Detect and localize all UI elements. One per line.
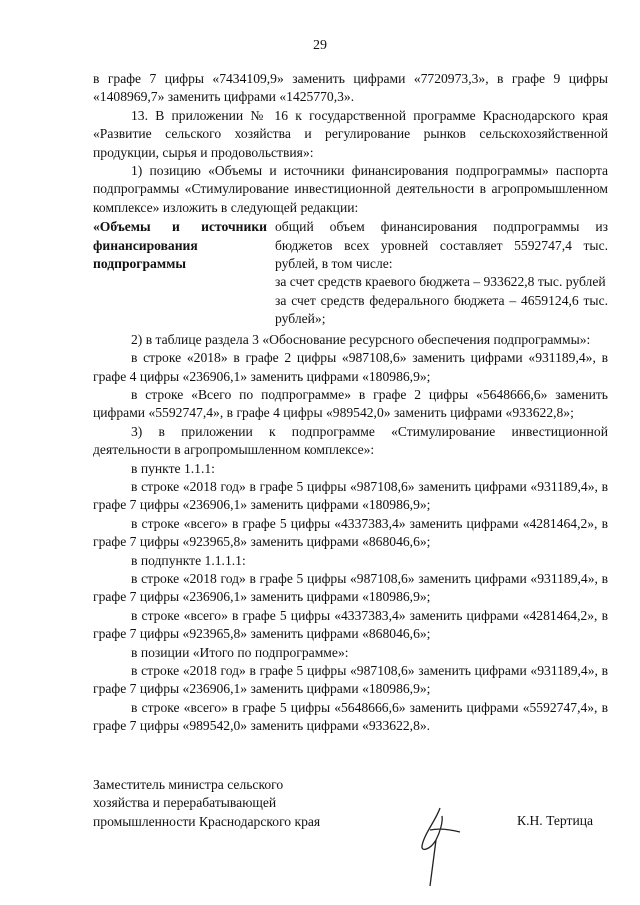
paragraph: 13. В приложении № 16 к государственной программе Краснодарского края «Развитие сельского хозяйства и регулирование рынков сельскохозяйственной продукции, сырья и продовольствия»: — [93, 107, 608, 160]
paragraph: 1) позицию «Объемы и источники финансирования подпрограммы» паспорта подпрограммы «Стимулирование инвестиционной деятельности в агропромышленном комплексе» изложить в следующей редакции: — [93, 163, 608, 215]
table-right-line: за счет средств федерального бюджета – 4659124,6 тыс. рублей»; — [275, 292, 608, 327]
paragraph: в строке «2018 год» в графе 5 цифры «987108,6» заменить цифрами «931189,4», в графе 7 цифры «236906,1» заменить цифрами «180986,9»; — [93, 478, 608, 513]
paragraph: в пункте 1.1.1: — [131, 460, 215, 476]
paragraph: в графе 7 цифры «7434109,9» заменить цифрами «7720973,3», в графе 9 цифры «1408969,7» заменить цифрами «1425770,3». — [93, 71, 608, 105]
handwritten-signature — [410, 800, 470, 890]
paragraph-group-1 — [93, 70, 608, 217]
table-right-line: общий объем финансирования подпрограммы из бюджетов всех уровней составляет 5592747,4 тыс. рублей, в том числе: — [275, 219, 608, 272]
paragraph-group-2 — [93, 331, 608, 736]
page-number: 29 — [313, 38, 327, 53]
table-right-line: за счет средств краевого бюджета – 933622,8 тыс. рублей — [275, 274, 606, 290]
signer-title-line: хозяйства и перерабатывающей — [93, 795, 277, 811]
paragraph: в строке «2018» в графе 2 цифры «987108,6» заменить цифрами «931189,4», в графе 4 цифры «236906,1» заменить цифрами «180986,9»; — [93, 350, 608, 384]
document-body — [93, 70, 608, 736]
passport-table — [93, 218, 608, 328]
paragraph: в строке «всего» в графе 5 цифры «5648666,6» заменить цифрами «5592747,4», в графе 7 цифры «989542,0» заменить цифрами «933622,8». — [93, 699, 608, 734]
signer-name: К.Н. Тертица — [517, 813, 594, 828]
paragraph: 2) в таблице раздела 3 «Обоснование ресурсного обеспечения подпрограммы»: — [131, 331, 591, 347]
paragraph: в позиции «Итого по подпрограмме»: — [131, 644, 349, 660]
paragraph: в строке «всего» в графе 5 цифры «4337383,4» заменить цифрами «4281464,2», в графе 7 цифры «923965,8» заменить цифрами «868046,6»; — [93, 515, 608, 550]
table-right-cell — [275, 218, 608, 328]
signer-title-line: Заместитель министра сельского — [93, 777, 284, 792]
signature-block — [93, 776, 320, 831]
paragraph: в строке «всего» в графе 5 цифры «4337383,4» заменить цифрами «4281464,2», в графе 7 цифры «923965,8» заменить цифрами «868046,6»; — [93, 607, 608, 642]
table-left-cell: «Объемы и источники финансирования подпрограммы — [93, 219, 267, 272]
paragraph: в строке «2018 год» в графе 5 цифры «987108,6» заменить цифрами «931189,4», в графе 7 цифры «236906,1» заменить цифрами «180986,9»; — [93, 663, 608, 697]
paragraph: 3) в приложении к подпрограмме «Стимулирование инвестиционной деятельности в агропромышленном комплексе»: — [93, 423, 608, 458]
paragraph: в строке «Всего по подпрограмме» в графе 2 цифры «5648666,6» заменить цифрами «5592747,4», в графе 4 цифры «989542,0» заменить цифрами «933622,8»; — [93, 386, 608, 421]
paragraph: в подпункте 1.1.1.1: — [131, 552, 246, 568]
paragraph: в строке «2018 год» в графе 5 цифры «987108,6» заменить цифрами «931189,4», в графе 7 цифры «236906,1» заменить цифрами «180986,9»; — [93, 570, 608, 605]
signer-title-line: промышленности Краснодарского края — [93, 813, 321, 829]
